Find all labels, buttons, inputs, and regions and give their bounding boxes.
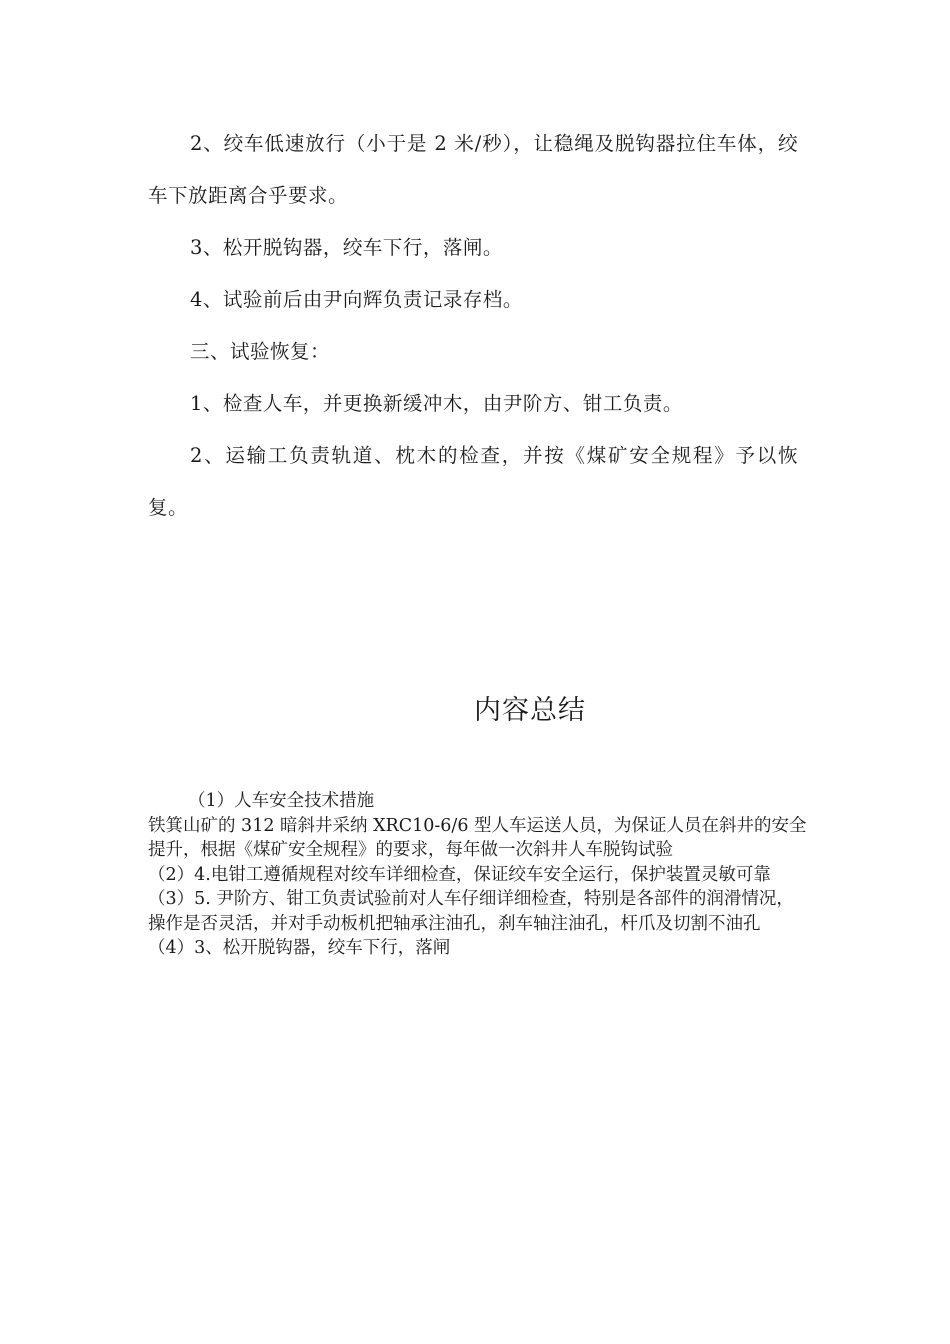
paragraph-inspect-car: 1、检查人车，并更换新缓冲木，由尹阶方、钳工负责。 [190, 392, 683, 415]
paragraph-release-hook: 3、松开脱钩器，绞车下行，落闸。 [190, 236, 503, 259]
paragraph-track-check: 2、运输工负责轨道、枕木的检查，并按《煤矿安全规程》予以恢复。 [148, 444, 798, 519]
paragraph-winch-lowering: 2、绞车低速放行（小于是 2 米/秒），让稳绳及脱钩器拉住车体，绞车下放距离合乎要求。 [148, 132, 798, 207]
section-heading-recovery: 三、试验恢复： [190, 340, 331, 363]
summary-title: 内容总结 [474, 695, 586, 726]
paragraph-record-archive: 4、试验前后由尹向辉负责记录存档。 [190, 288, 523, 311]
summary-item-4: （4）3、松开脱钩器，绞车下行，落闸 [148, 938, 451, 958]
summary-item-3: （3）5. 尹阶方、钳工负责试验前对人车仔细详细检查，特别是各部件的润滑情况，操作是否灵活，并对手动板机把轴承注油孔，刹车轴注油孔，杆爪及切割不油孔 [148, 889, 794, 934]
summary-item-1-body: 铁箕山矿的 312 暗斜井采纳 XRC10-6/6 型人车运送人员，为保证人员在斜井的安全提升，根据《煤矿安全规程》的要求，每年做一次斜井人车脱钩试验 [148, 815, 807, 860]
document-body [148, 118, 798, 534]
summary-item-1-title: （1）人车安全技术措施 [188, 791, 375, 811]
summary-item-2: （2）4.电钳工遵循规程对绞车详细检查，保证绞车安全运行，保护装置灵敏可靠 [148, 864, 771, 885]
summary-section [148, 789, 808, 961]
